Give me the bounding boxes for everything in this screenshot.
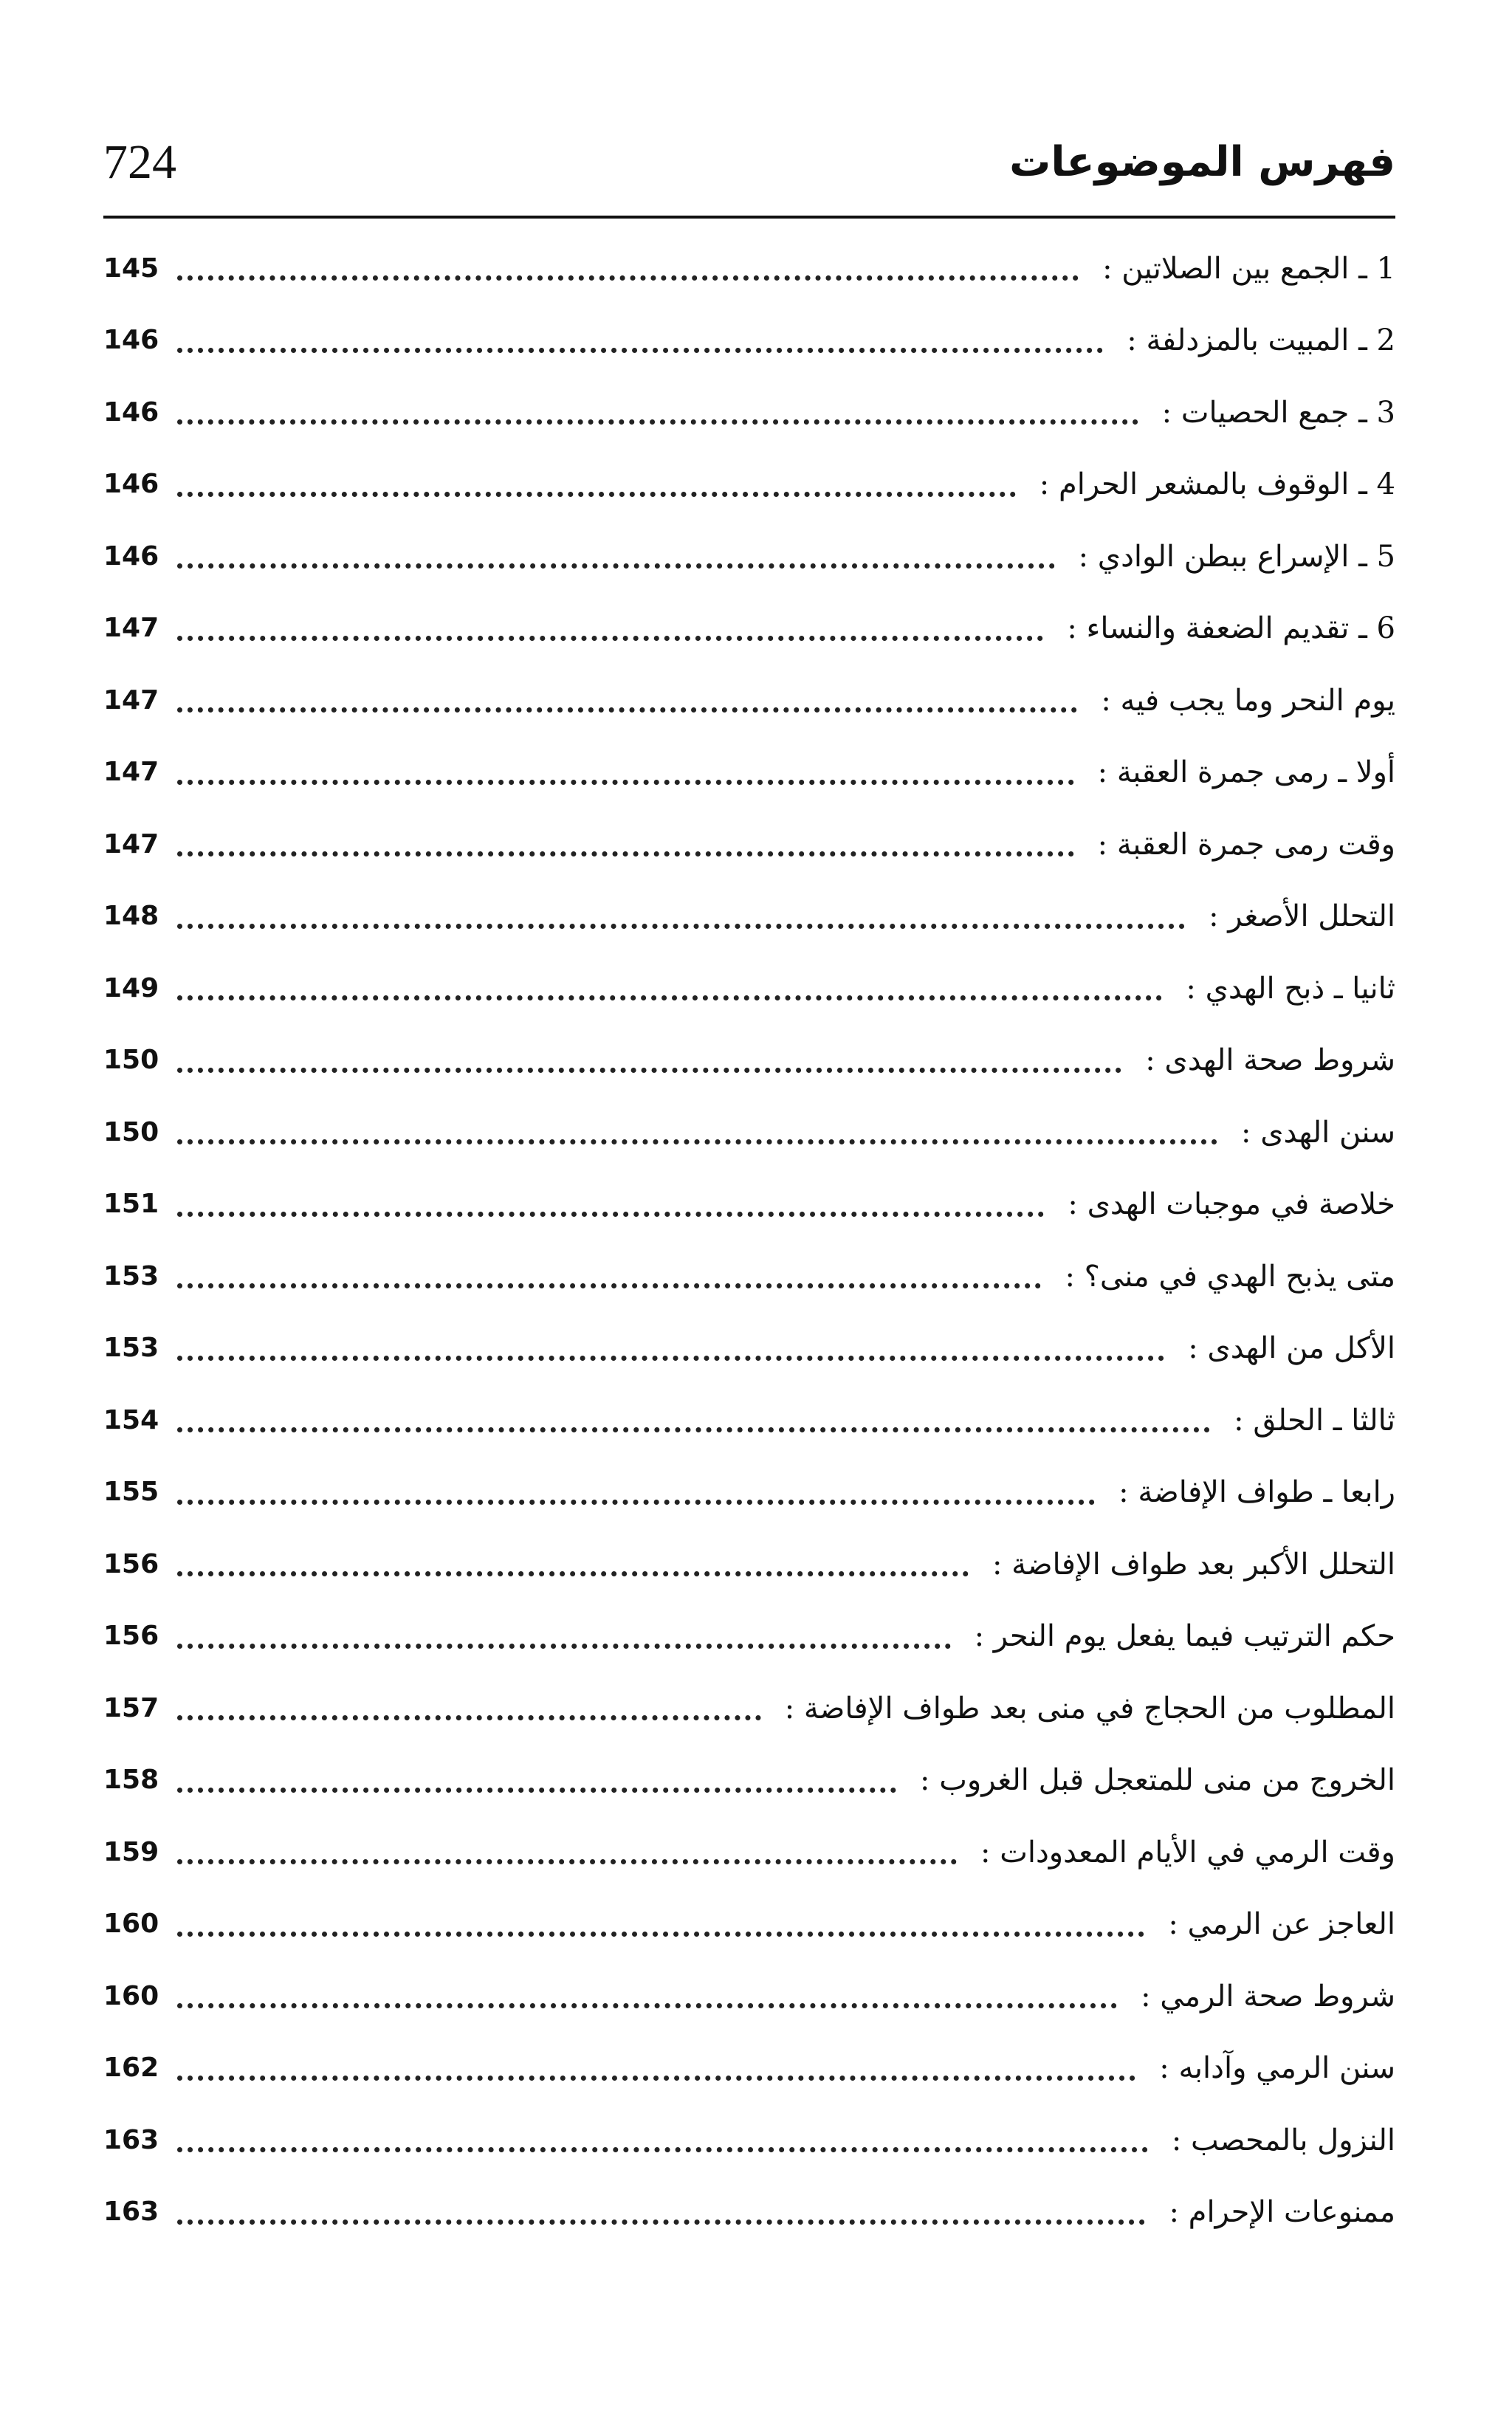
- toc-entry-title: 4 ـ الوقوف بالمشعر الحرام :: [1039, 467, 1395, 502]
- toc-entry-page-number: 145: [103, 253, 159, 284]
- toc-entry-title: متى يذبح الهدي في منى؟ :: [1065, 1259, 1395, 1294]
- toc-entry-title: حكم الترتيب فيما يفعل يوم النحر :: [974, 1619, 1395, 1654]
- toc-entry-page-number: 147: [103, 757, 159, 788]
- toc-entry-title: النزول بالمحصب :: [1171, 2123, 1395, 2157]
- toc-entry-page-number: 147: [103, 684, 159, 715]
- toc-entry-title: رابعا ـ طواف الإفاضة :: [1118, 1475, 1395, 1510]
- toc-entry-title: شروط صحة الرمي :: [1141, 1979, 1395, 2014]
- toc-entry: [103, 233, 1395, 305]
- toc-entry-page-number: 155: [103, 1477, 159, 1508]
- toc-entry-title: 5 ـ الإسراع ببطن الوادي :: [1078, 539, 1395, 574]
- table-of-contents: [103, 233, 1395, 2248]
- dot-leader: [177, 2003, 1117, 2008]
- toc-entry: [103, 809, 1395, 881]
- toc-entry: [103, 1313, 1395, 1385]
- page-number: 724: [103, 135, 176, 189]
- dot-leader: [177, 995, 1162, 1000]
- toc-entry-title: ثانيا ـ ذبح الهدي :: [1186, 971, 1395, 1006]
- toc-entry-page-number: 159: [103, 1836, 159, 1867]
- toc-entry-page-number: 158: [103, 1765, 159, 1796]
- toc-entry: [103, 1240, 1395, 1313]
- toc-entry: [103, 521, 1395, 593]
- toc-entry: [103, 1745, 1395, 1817]
- toc-entry-page-number: 157: [103, 1692, 159, 1723]
- running-title: فهرس الموضوعات: [1009, 138, 1395, 186]
- toc-entry-page-number: 147: [103, 828, 159, 859]
- toc-entry-page-number: 160: [103, 1980, 159, 2011]
- dot-leader: [177, 1068, 1121, 1073]
- toc-entry-page-number: 163: [103, 2197, 159, 2228]
- toc-entry-title: 3 ـ جمع الحصيات :: [1161, 395, 1395, 430]
- dot-leader: [177, 1644, 951, 1649]
- dot-leader: [177, 492, 1016, 497]
- toc-entry-title: الأكل من الهدى :: [1188, 1331, 1395, 1366]
- toc-entry-page-number: 153: [103, 1260, 159, 1291]
- toc-entry: [103, 1025, 1395, 1097]
- toc-entry: [103, 1889, 1395, 1961]
- toc-entry: [103, 1528, 1395, 1601]
- dot-leader: [177, 1427, 1210, 1432]
- toc-entry: [103, 1960, 1395, 2033]
- dot-leader: [177, 1139, 1217, 1144]
- toc-entry-page-number: 150: [103, 1116, 159, 1147]
- dot-leader: [177, 780, 1074, 785]
- toc-entry-title: المطلوب من الحجاج في منى بعد طواف الإفاضة :: [784, 1691, 1395, 1726]
- dot-leader: [177, 275, 1079, 281]
- toc-entry: [103, 1601, 1395, 1673]
- toc-entry: [103, 1096, 1395, 1169]
- toc-entry: [103, 1384, 1395, 1457]
- dot-leader: [177, 1859, 957, 1864]
- dot-leader: [177, 1500, 1095, 1505]
- page-header: [103, 126, 1395, 222]
- dot-leader: [177, 851, 1074, 856]
- toc-entry: [103, 737, 1395, 809]
- dot-leader: [177, 636, 1043, 641]
- toc-entry: [103, 952, 1395, 1025]
- toc-entry-title: وقت الرمي في الأيام المعدودات :: [980, 1835, 1395, 1870]
- header-rule: [103, 216, 1395, 219]
- dot-leader: [177, 1283, 1041, 1288]
- toc-entry: [103, 2033, 1395, 2105]
- toc-entry: [103, 2177, 1395, 2249]
- toc-entry-page-number: 146: [103, 325, 159, 356]
- toc-entry-title: التحلل الأكبر بعد طواف الإفاضة :: [992, 1547, 1395, 1582]
- toc-entry-page-number: 162: [103, 2053, 159, 2084]
- toc-entry-title: الخروج من منى للمتعجل قبل الغروب :: [920, 1763, 1395, 1798]
- toc-entry: [103, 305, 1395, 377]
- toc-entry: [103, 1816, 1395, 1889]
- toc-entry-page-number: 160: [103, 1909, 159, 1940]
- dot-leader: [177, 419, 1138, 425]
- toc-entry-title: سنن الهدى :: [1241, 1115, 1395, 1150]
- dot-leader: [177, 1356, 1164, 1361]
- toc-entry-page-number: 146: [103, 396, 159, 428]
- toc-entry: [103, 881, 1395, 953]
- toc-entry-page-number: 156: [103, 1548, 159, 1579]
- toc-entry-title: 6 ـ تقديم الضعفة والنساء :: [1067, 611, 1395, 646]
- toc-entry-page-number: 154: [103, 1404, 159, 1435]
- toc-entry: [103, 1169, 1395, 1241]
- dot-leader: [177, 1932, 1144, 1937]
- toc-entry-title: أولا ـ رمى جمرة العقبة :: [1097, 755, 1395, 790]
- toc-entry-title: سنن الرمي وآدابه :: [1159, 2051, 1395, 2086]
- toc-entry: [103, 665, 1395, 737]
- dot-leader: [177, 563, 1055, 569]
- toc-entry-page-number: 146: [103, 469, 159, 500]
- toc-entry-page-number: 147: [103, 613, 159, 644]
- toc-entry-title: شروط صحة الهدى :: [1145, 1043, 1395, 1078]
- toc-entry-title: التحلل الأصغر :: [1209, 899, 1395, 934]
- dot-leader: [177, 924, 1185, 929]
- dot-leader: [177, 1212, 1044, 1217]
- toc-entry-title: خلاصة في موجبات الهدى :: [1068, 1187, 1395, 1222]
- toc-entry-page-number: 149: [103, 972, 159, 1003]
- toc-entry-page-number: 163: [103, 2124, 159, 2155]
- toc-entry: [103, 2104, 1395, 2177]
- dot-leader: [177, 2147, 1148, 2152]
- dot-leader: [177, 1788, 896, 1793]
- toc-entry-title: 2 ـ المبيت بالمزدلفة :: [1127, 323, 1395, 358]
- dot-leader: [177, 1571, 969, 1576]
- toc-entry-title: العاجز عن الرمي :: [1168, 1907, 1395, 1942]
- toc-entry-page-number: 156: [103, 1621, 159, 1652]
- toc-entry: [103, 1672, 1395, 1745]
- toc-entry-title: 1 ـ الجمع بين الصلاتين :: [1102, 251, 1395, 286]
- toc-entry-page-number: 151: [103, 1189, 159, 1220]
- toc-entry: [103, 593, 1395, 665]
- toc-entry-page-number: 146: [103, 540, 159, 571]
- toc-entry: [103, 449, 1395, 521]
- toc-entry-title: وقت رمى جمرة العقبة :: [1097, 827, 1395, 862]
- dot-leader: [177, 2220, 1145, 2225]
- toc-entry-title: يوم النحر وما يجب فيه :: [1101, 683, 1395, 718]
- dot-leader: [177, 1715, 761, 1720]
- toc-entry: [103, 377, 1395, 449]
- toc-entry-page-number: 150: [103, 1045, 159, 1076]
- toc-entry-page-number: 148: [103, 901, 159, 932]
- dot-leader: [177, 348, 1103, 353]
- toc-entry: [103, 1457, 1395, 1529]
- dot-leader: [177, 2076, 1135, 2081]
- toc-entry-page-number: 153: [103, 1333, 159, 1364]
- toc-entry-title: ثالثا ـ الحلق :: [1234, 1403, 1395, 1438]
- toc-entry-title: ممنوعات الإحرام :: [1169, 2195, 1395, 2230]
- dot-leader: [177, 707, 1077, 713]
